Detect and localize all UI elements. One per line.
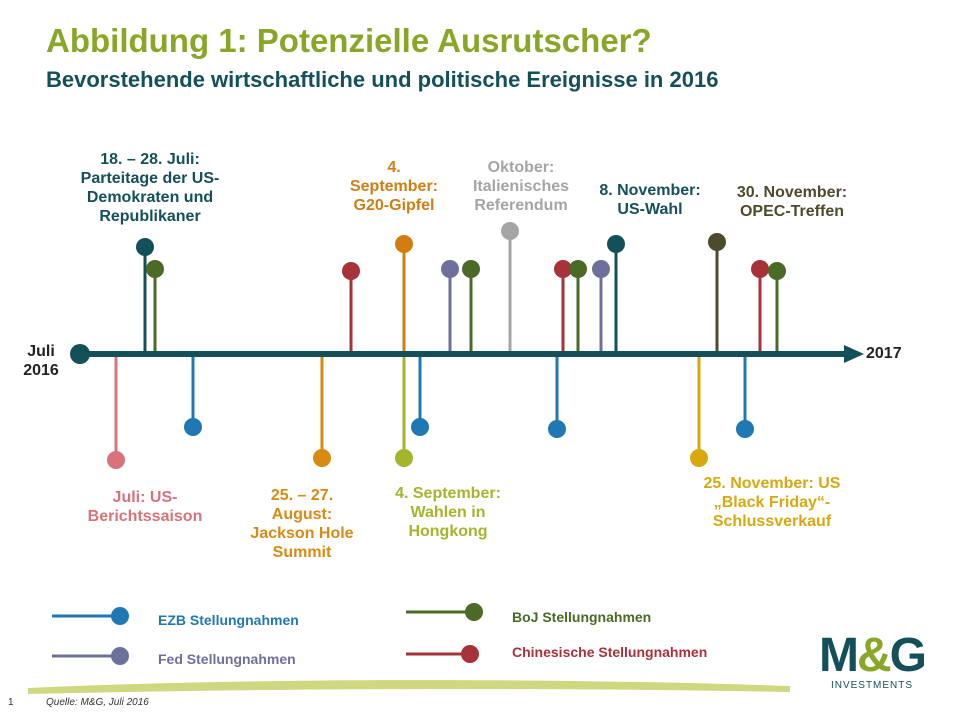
dot-g20 xyxy=(395,235,413,253)
dot-ezb-3 xyxy=(548,420,566,438)
event-label-uswahl: 8. November: US-Wahl xyxy=(599,182,701,218)
event-label-hongkong: 4. September: Wahlen in Hongkong xyxy=(395,485,501,540)
dot-boj-1 xyxy=(146,260,164,278)
source-note: Quelle: M&G, Juli 2016 xyxy=(46,697,149,708)
dot-china-1 xyxy=(342,262,360,280)
dot-boj-4 xyxy=(768,262,786,280)
dot-uswahl xyxy=(607,235,625,253)
event-label-italy: Oktober: Italienisches Referendum xyxy=(472,159,570,214)
page-number: 1 xyxy=(8,697,14,708)
page-subtitle: Bevorstehende wirtschaftliche und politische Ereignisse in 2016 xyxy=(46,67,719,92)
legend-china-dot xyxy=(461,645,479,663)
dot-earnings xyxy=(107,451,125,469)
dot-italy xyxy=(501,222,519,240)
timeline-start-label: Juli 2016 xyxy=(23,343,59,379)
dot-boj-3 xyxy=(569,260,587,278)
legend-fed-label: Fed Stellungnahmen xyxy=(158,651,296,667)
dot-opec xyxy=(708,233,726,251)
mg-investments-logo xyxy=(812,629,932,691)
dot-china-3 xyxy=(751,260,769,278)
dot-fed-2 xyxy=(592,260,610,278)
page-title: Abbildung 1: Potenzielle Ausrutscher? xyxy=(46,22,652,59)
legend-ezb-label: EZB Stellungnahmen xyxy=(158,612,299,628)
footer-brush-stroke xyxy=(28,680,790,694)
dot-ezb-1 xyxy=(184,418,202,436)
timeline-start-dot xyxy=(70,344,90,364)
dot-parteitage xyxy=(136,238,154,256)
event-label-earnings: Juli: US- Berichtssaison xyxy=(87,489,203,525)
dot-ezb-2 xyxy=(411,418,429,436)
dot-jackson xyxy=(313,449,331,467)
logo-wordmark: M&G xyxy=(819,629,925,682)
dot-fed-1 xyxy=(441,260,459,278)
legend-china-label: Chinesische Stellungnahmen xyxy=(512,644,708,660)
event-label-blackfriday: 25. November: US „Black Friday“- Schlussverkauf xyxy=(703,475,841,530)
event-label-g20: 4. September: G20-Gipfel xyxy=(349,159,439,214)
dot-boj-2 xyxy=(462,260,480,278)
event-label-jackson: 25. – 27. August: Jackson Hole Summit xyxy=(250,487,354,561)
timeline-end-label: 2017 xyxy=(866,345,902,362)
dot-blackfriday xyxy=(690,449,708,467)
legend-ezb-dot xyxy=(111,607,129,625)
dot-hongkong xyxy=(395,449,413,467)
logo-subtitle: INVESTMENTS xyxy=(830,680,914,691)
legend-boj-label: BoJ Stellungnahmen xyxy=(512,609,652,625)
timeline-arrowhead xyxy=(844,345,864,363)
event-label-parteitage: 18. – 28. Juli: Parteitage der US- Demokraten und Republikaner xyxy=(80,151,220,225)
dot-ezb-4 xyxy=(736,420,754,438)
legend-fed-dot xyxy=(111,647,129,665)
legend-boj-dot xyxy=(465,603,483,621)
event-label-opec: 30. November: OPEC-Treffen xyxy=(736,184,848,220)
